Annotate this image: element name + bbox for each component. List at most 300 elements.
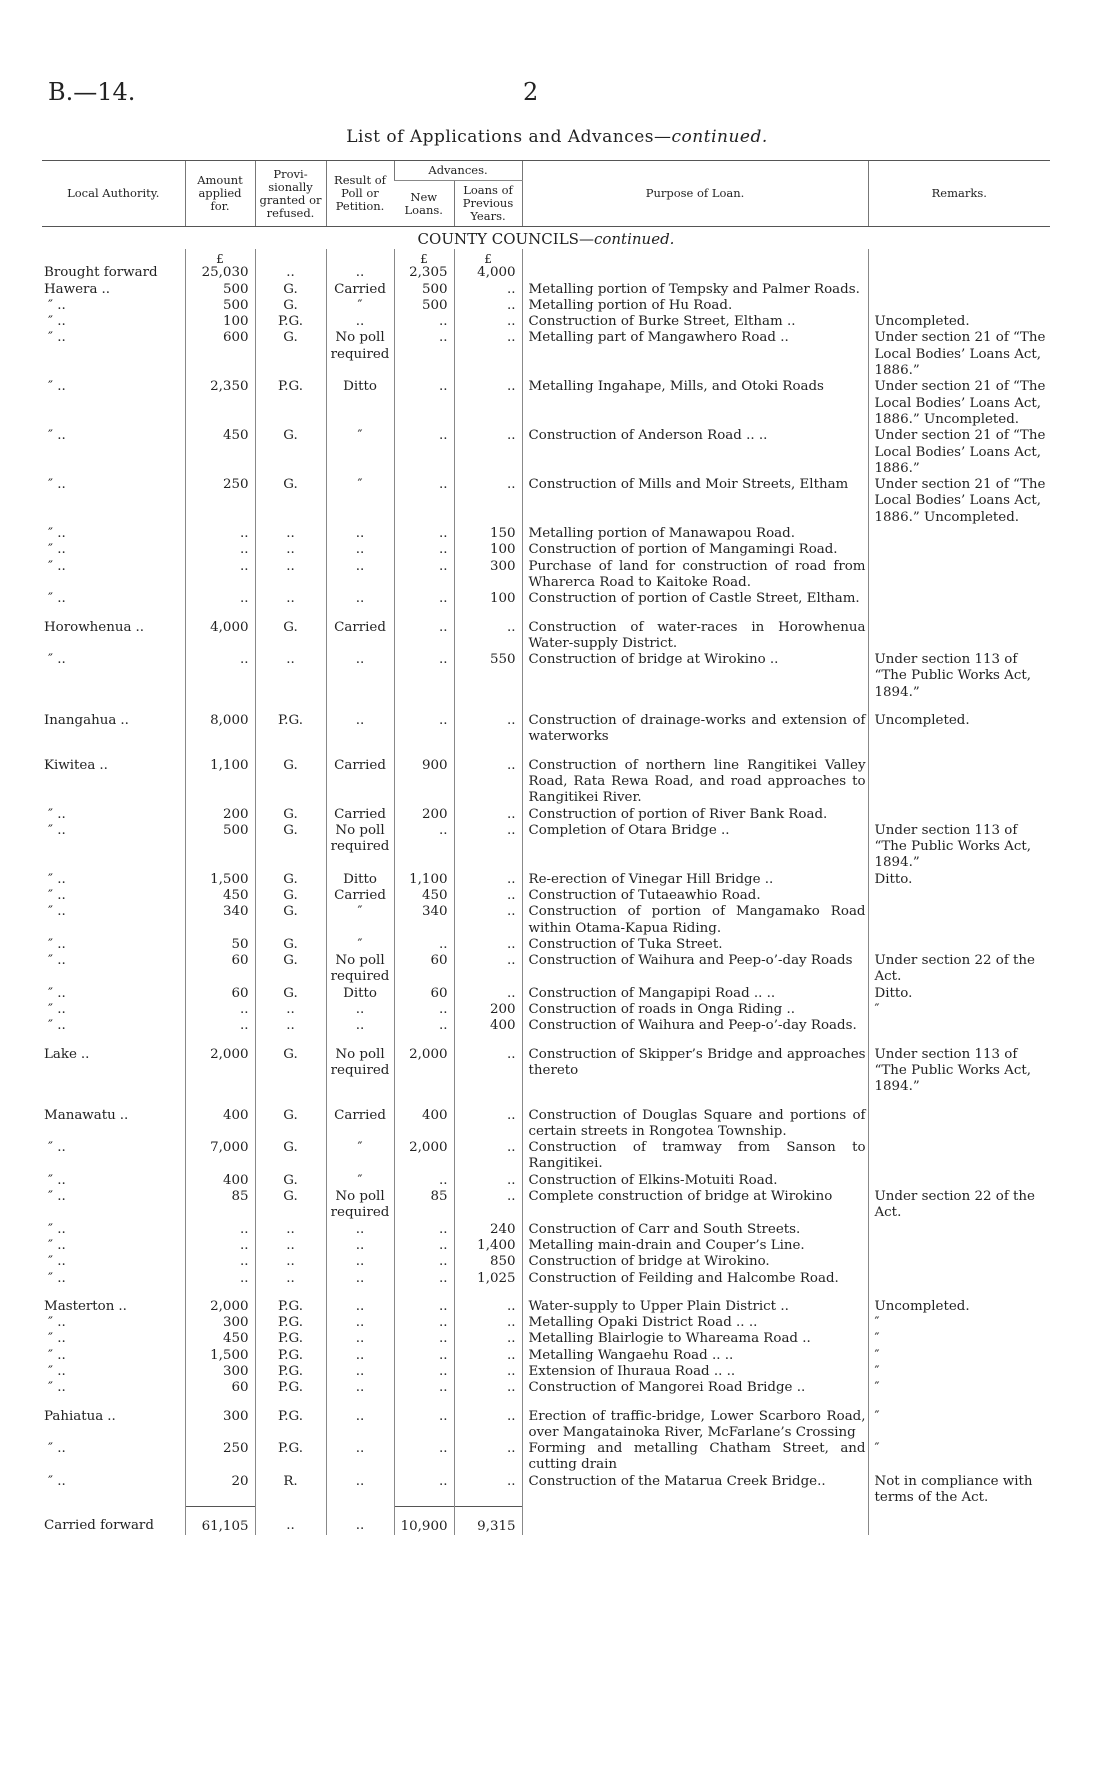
table-row <box>42 1271 1050 1287</box>
currency-empty <box>255 249 326 265</box>
authority-cell <box>42 282 185 298</box>
previous-loans-cell: .. <box>454 823 522 872</box>
remarks-cell: Under section 21 of “The Local Bodies’ Loans Act, 1886.” Uncompleted. <box>868 379 1050 428</box>
authority-cell <box>42 428 185 477</box>
group-spacer <box>42 1287 1050 1299</box>
new-loans-cell: .. <box>394 1380 454 1396</box>
spacer-cell <box>255 1035 326 1047</box>
table-row <box>42 904 1050 937</box>
table-row <box>42 1173 1050 1189</box>
spacer-cell <box>185 746 255 758</box>
brought-forward-prev: 4,000 <box>454 265 522 281</box>
authority-cell <box>42 542 185 558</box>
amount-cell: 340 <box>185 904 255 937</box>
spacer-cell <box>454 746 522 758</box>
result-cell: Carried <box>326 807 394 823</box>
authority-ditto: ″ .. <box>48 1441 66 1457</box>
authority-ditto: .. <box>119 1107 129 1123</box>
previous-loans-cell: .. <box>454 1315 522 1331</box>
spacer-cell <box>394 1035 454 1047</box>
previous-loans-cell: 240 <box>454 1222 522 1238</box>
previous-loans-cell: .. <box>454 379 522 428</box>
provisional-cell: P.G. <box>255 1299 326 1315</box>
authority-cell <box>42 1047 185 1096</box>
table-row <box>42 591 1050 607</box>
remarks-cell <box>868 937 1050 953</box>
purpose-cell: Construction of Mangapipi Road .. .. <box>522 986 868 1002</box>
provisional-cell: .. <box>255 1222 326 1238</box>
table-row <box>42 1140 1050 1173</box>
col-provisionally: Provi- sionally granted or refused. <box>255 161 326 227</box>
new-loans-cell: 900 <box>394 758 454 807</box>
table-caption <box>0 127 1114 147</box>
carried-forward-amount: 61,105 <box>185 1506 255 1535</box>
result-cell: ″ <box>326 428 394 477</box>
amount-cell: 85 <box>185 1189 255 1222</box>
purpose-cell: Construction of Tuka Street. <box>522 937 868 953</box>
new-loans-cell: .. <box>394 379 454 428</box>
spacer-cell <box>326 1096 394 1108</box>
new-loans-cell: .. <box>394 1173 454 1189</box>
purpose-cell: Erection of traffic-bridge, Lower Scarboro Road, over Mangatainoka River, McFarlane’s Crossing <box>522 1409 868 1442</box>
purpose-cell: Construction of Douglas Square and portions of certain streets in Rongotea Township. <box>522 1108 868 1141</box>
provisional-cell: G. <box>255 1047 326 1096</box>
result-cell: .. <box>326 713 394 746</box>
authority-cell <box>42 1238 185 1254</box>
purpose-cell: Construction of Elkins-Motuiti Road. <box>522 1173 868 1189</box>
carried-forward-label: Carried forward <box>44 1518 154 1534</box>
authority-cell <box>42 379 185 428</box>
table-row <box>42 330 1050 379</box>
currency-empty <box>42 249 185 265</box>
purpose-cell: Construction of tramway from Sanson to Rangitikei. <box>522 1140 868 1173</box>
brought-forward-amount: 25,030 <box>185 265 255 281</box>
currency-empty <box>868 249 1050 265</box>
spacer-cell <box>454 1096 522 1108</box>
group-spacer <box>42 701 1050 713</box>
amount-cell: 20 <box>185 1474 255 1507</box>
table-row <box>42 872 1050 888</box>
col-new-loans: New Loans. <box>394 181 454 227</box>
col-local-authority: Local Authority. <box>42 161 185 227</box>
previous-loans-cell: .. <box>454 713 522 746</box>
spacer-cell <box>326 1287 394 1299</box>
amount-cell: 100 <box>185 314 255 330</box>
authority-cell <box>42 1315 185 1331</box>
remarks-cell: Ditto. <box>868 872 1050 888</box>
spacer-cell <box>522 1035 868 1047</box>
carried-forward-new: 10,900 <box>394 1506 454 1535</box>
spacer-cell <box>394 608 454 620</box>
amount-cell: .. <box>185 652 255 701</box>
purpose-cell: Construction of Anderson Road .. .. <box>522 428 868 477</box>
result-cell: .. <box>326 1018 394 1034</box>
table-row <box>42 1380 1050 1396</box>
authority-cell <box>42 1271 185 1287</box>
amount-cell: .. <box>185 526 255 542</box>
table-row <box>42 713 1050 746</box>
remarks-cell <box>868 1140 1050 1173</box>
authority-ditto: ″ .. <box>48 904 66 920</box>
authority-cell <box>42 1409 185 1442</box>
authority-ditto: ″ .. <box>48 1347 66 1363</box>
provisional-cell: P.G. <box>255 713 326 746</box>
authority-cell <box>42 314 185 330</box>
remarks-cell: Under section 21 of “The Local Bodies’ Loans Act, 1886.” <box>868 330 1050 379</box>
result-cell: Carried <box>326 758 394 807</box>
col-result: Result of Poll or Petition. <box>326 161 394 227</box>
provisional-cell: G. <box>255 428 326 477</box>
previous-loans-cell: 400 <box>454 1018 522 1034</box>
result-cell: ″ <box>326 298 394 314</box>
provisional-cell: G. <box>255 298 326 314</box>
remarks-cell: Uncompleted. <box>868 314 1050 330</box>
spacer-cell <box>868 746 1050 758</box>
amount-cell: .. <box>185 1002 255 1018</box>
spacer-cell <box>868 1397 1050 1409</box>
table-row <box>42 559 1050 592</box>
brought-forward-label: Brought forward <box>44 265 158 281</box>
remarks-cell: ″ <box>868 1380 1050 1396</box>
authority-cell <box>42 807 185 823</box>
provisional-cell: G. <box>255 888 326 904</box>
authority-ditto: ″ .. <box>48 1331 66 1347</box>
spacer-cell <box>255 1397 326 1409</box>
remarks-cell: Under section 21 of “The Local Bodies’ Loans Act, 1886.” Uncompleted. <box>868 477 1050 526</box>
result-cell: .. <box>326 652 394 701</box>
brought-forward-row <box>42 265 1050 281</box>
section-heading <box>42 227 1050 250</box>
purpose-cell: Metalling Ingahape, Mills, and Otoki Roads <box>522 379 868 428</box>
purpose-cell: Construction of bridge at Wirokino .. <box>522 652 868 701</box>
purpose-cell: Construction of Burke Street, Eltham .. <box>522 314 868 330</box>
new-loans-cell: .. <box>394 1364 454 1380</box>
authority-name: Pahiatua <box>44 1408 104 1424</box>
provisional-cell: .. <box>255 1018 326 1034</box>
authority-ditto: .. <box>101 281 110 297</box>
previous-loans-cell: .. <box>454 282 522 298</box>
amount-cell: 50 <box>185 937 255 953</box>
carried-forward-result: .. <box>326 1506 394 1535</box>
table-row <box>42 986 1050 1002</box>
authority-ditto: ″ .. <box>48 314 66 330</box>
authority-name: Kiwitea <box>44 757 96 773</box>
new-loans-cell: .. <box>394 330 454 379</box>
previous-loans-cell: .. <box>454 807 522 823</box>
result-cell: .. <box>326 1441 394 1474</box>
table-row <box>42 937 1050 953</box>
caption-continued: continued. <box>671 127 768 147</box>
table-row <box>42 379 1050 428</box>
table-row <box>42 652 1050 701</box>
amount-cell: 450 <box>185 1331 255 1347</box>
spacer-cell <box>868 1035 1050 1047</box>
remarks-cell <box>868 1222 1050 1238</box>
previous-loans-cell: .. <box>454 1299 522 1315</box>
authority-cell <box>42 1140 185 1173</box>
result-cell: Ditto <box>326 872 394 888</box>
authority-cell <box>42 1254 185 1270</box>
provisional-cell: G. <box>255 1140 326 1173</box>
new-loans-cell: .. <box>394 559 454 592</box>
result-cell: Carried <box>326 282 394 298</box>
group-spacer <box>42 746 1050 758</box>
table-row <box>42 888 1050 904</box>
authority-ditto: ″ .. <box>48 1189 66 1205</box>
new-loans-cell: .. <box>394 1002 454 1018</box>
authority-name: Lake <box>44 1046 77 1062</box>
table-row <box>42 298 1050 314</box>
new-loans-cell: .. <box>394 1222 454 1238</box>
currency-row <box>42 249 1050 265</box>
carried-forward-remarks <box>868 1506 1050 1535</box>
spacer-cell <box>185 1096 255 1108</box>
authority-ditto: ″ .. <box>48 1364 66 1379</box>
provisional-cell: P.G. <box>255 379 326 428</box>
new-loans-cell: 2,000 <box>394 1140 454 1173</box>
authority-cell <box>42 937 185 953</box>
authority-ditto: ″ .. <box>48 428 66 444</box>
result-cell: Ditto <box>326 986 394 1002</box>
spacer-cell <box>185 1287 255 1299</box>
new-loans-cell: 450 <box>394 888 454 904</box>
previous-loans-cell: .. <box>454 904 522 937</box>
provisional-cell: .. <box>255 652 326 701</box>
purpose-cell: Metalling portion of Tempsky and Palmer Roads. <box>522 282 868 298</box>
purpose-cell: Metalling Opaki District Road .. .. <box>522 1315 868 1331</box>
provisional-cell: G. <box>255 1108 326 1141</box>
result-cell: .. <box>326 1409 394 1442</box>
purpose-cell: Construction of portion of River Bank Road. <box>522 807 868 823</box>
spacer-cell <box>42 1035 185 1047</box>
table-row <box>42 1315 1050 1331</box>
remarks-cell: Uncompleted. <box>868 1299 1050 1315</box>
purpose-cell: Construction of Tutaeawhio Road. <box>522 888 868 904</box>
amount-cell: 400 <box>185 1108 255 1141</box>
provisional-cell: G. <box>255 937 326 953</box>
previous-loans-cell: .. <box>454 986 522 1002</box>
amount-cell: 200 <box>185 807 255 823</box>
remarks-cell: ″ <box>868 1409 1050 1442</box>
provisional-cell: P.G. <box>255 1364 326 1380</box>
spacer-cell <box>522 701 868 713</box>
provisional-cell: .. <box>255 591 326 607</box>
table-row <box>42 1189 1050 1222</box>
new-loans-cell: .. <box>394 1409 454 1442</box>
authority-cell <box>42 713 185 746</box>
authority-name: Masterton <box>44 1298 115 1314</box>
purpose-cell: Construction of water-races in Horowhenua Water-supply District. <box>522 620 868 653</box>
amount-cell: 7,000 <box>185 1140 255 1173</box>
previous-loans-cell: .. <box>454 620 522 653</box>
provisional-cell: G. <box>255 904 326 937</box>
remarks-cell <box>868 591 1050 607</box>
carried-forward-row <box>42 1506 1050 1535</box>
new-loans-cell: .. <box>394 937 454 953</box>
remarks-cell: Not in compliance with terms of the Act. <box>868 1474 1050 1507</box>
currency-empty <box>326 249 394 265</box>
table-row <box>42 542 1050 558</box>
provisional-cell: R. <box>255 1474 326 1507</box>
table-row <box>42 1299 1050 1315</box>
authority-cell <box>42 823 185 872</box>
authority-cell <box>42 1348 185 1364</box>
table-row <box>42 1364 1050 1380</box>
remarks-cell <box>868 1254 1050 1270</box>
table-row <box>42 807 1050 823</box>
purpose-cell: Construction of roads in Onga Riding .. <box>522 1002 868 1018</box>
amount-cell: 2,350 <box>185 379 255 428</box>
remarks-cell <box>868 1018 1050 1034</box>
table-row <box>42 526 1050 542</box>
spacer-cell <box>255 608 326 620</box>
provisional-cell: .. <box>255 1238 326 1254</box>
provisional-cell: G. <box>255 282 326 298</box>
remarks-cell: Under section 22 of the Act. <box>868 1189 1050 1222</box>
provisional-cell: G. <box>255 620 326 653</box>
amount-cell: 450 <box>185 888 255 904</box>
purpose-cell: Construction of the Matarua Creek Bridge.. <box>522 1474 868 1507</box>
authority-cell <box>42 1474 185 1507</box>
currency-amount: £ <box>185 249 255 265</box>
section-heading-row <box>42 227 1050 250</box>
purpose-cell: Metalling main-drain and Couper’s Line. <box>522 1238 868 1254</box>
authority-cell <box>42 298 185 314</box>
remarks-cell <box>868 1238 1050 1254</box>
new-loans-cell: 200 <box>394 807 454 823</box>
amount-cell: 450 <box>185 428 255 477</box>
amount-cell: 8,000 <box>185 713 255 746</box>
spacer-cell <box>42 1397 185 1409</box>
authority-ditto: ″ .. <box>48 936 66 952</box>
previous-loans-cell: .. <box>454 888 522 904</box>
provisional-cell: .. <box>255 1271 326 1287</box>
authority-cell <box>42 758 185 807</box>
authority-cell <box>42 986 185 1002</box>
new-loans-cell: .. <box>394 591 454 607</box>
table-row <box>42 477 1050 526</box>
result-cell: .. <box>326 314 394 330</box>
new-loans-cell: .. <box>394 823 454 872</box>
authority-cell <box>42 1002 185 1018</box>
provisional-cell: G. <box>255 1173 326 1189</box>
authority-cell <box>42 1299 185 1315</box>
spacer-cell <box>454 1397 522 1409</box>
authority-ditto: ″ .. <box>48 591 66 607</box>
provisional-cell: .. <box>255 542 326 558</box>
amount-cell: 250 <box>185 1441 255 1474</box>
purpose-cell: Construction of Feilding and Halcombe Road. <box>522 1271 868 1287</box>
amount-cell: 300 <box>185 1364 255 1380</box>
purpose-cell: Construction of Waihura and Peep-o’-day Roads <box>522 953 868 986</box>
spacer-cell <box>42 1096 185 1108</box>
provisional-cell: .. <box>255 526 326 542</box>
result-cell: .. <box>326 1254 394 1270</box>
result-cell: No poll required <box>326 1047 394 1096</box>
table-row <box>42 1002 1050 1018</box>
result-cell: Ditto <box>326 379 394 428</box>
purpose-cell: Metalling Wangaehu Road .. .. <box>522 1348 868 1364</box>
authority-cell <box>42 591 185 607</box>
spacer-cell <box>326 1397 394 1409</box>
section-continued: continued. <box>593 230 675 248</box>
amount-cell: 2,000 <box>185 1047 255 1096</box>
purpose-cell: Construction of Mills and Moir Streets, Eltham <box>522 477 868 526</box>
spacer-cell <box>255 1287 326 1299</box>
previous-loans-cell: .. <box>454 1140 522 1173</box>
result-cell: .. <box>326 1222 394 1238</box>
amount-cell: 500 <box>185 823 255 872</box>
previous-loans-cell: 300 <box>454 559 522 592</box>
group-spacer <box>42 1096 1050 1108</box>
previous-loans-cell: 100 <box>454 542 522 558</box>
amount-cell: 60 <box>185 953 255 986</box>
result-cell: No poll required <box>326 330 394 379</box>
applications-table <box>42 160 1050 1535</box>
authority-cell <box>42 1018 185 1034</box>
authority-ditto: ″ .. <box>48 1473 66 1489</box>
purpose-cell: Construction of northern line Rangitikei Valley Road, Rata Rewa Road, and road approaches to Rangitikei River. <box>522 758 868 807</box>
purpose-cell: Metalling portion of Manawapou Road. <box>522 526 868 542</box>
amount-cell: 300 <box>185 1315 255 1331</box>
previous-loans-cell: .. <box>454 1348 522 1364</box>
spacer-cell <box>394 1287 454 1299</box>
remarks-cell: ″ <box>868 1441 1050 1474</box>
group-spacer <box>42 1397 1050 1409</box>
table-row <box>42 1474 1050 1507</box>
col-purpose: Purpose of Loan. <box>522 161 868 227</box>
authority-ditto: .. <box>135 619 144 635</box>
result-cell: .. <box>326 1331 394 1347</box>
new-loans-cell: .. <box>394 526 454 542</box>
previous-loans-cell: 1,025 <box>454 1271 522 1287</box>
new-loans-cell: .. <box>394 1441 454 1474</box>
previous-loans-cell: .. <box>454 872 522 888</box>
spacer-cell <box>868 701 1050 713</box>
amount-cell: 500 <box>185 282 255 298</box>
spacer-cell <box>522 746 868 758</box>
col-remarks: Remarks. <box>868 161 1050 227</box>
result-cell: .. <box>326 1364 394 1380</box>
authority-cell <box>42 1441 185 1474</box>
new-loans-cell: 1,100 <box>394 872 454 888</box>
previous-loans-cell: 550 <box>454 652 522 701</box>
spacer-cell <box>868 1096 1050 1108</box>
provisional-cell: G. <box>255 758 326 807</box>
remarks-cell: Under section 113 of “The Public Works Act, 1894.” <box>868 823 1050 872</box>
section-title: COUNTY COUNCILS— <box>417 230 594 248</box>
spacer-cell <box>868 608 1050 620</box>
provisional-cell: P.G. <box>255 1331 326 1347</box>
result-cell: ″ <box>326 1140 394 1173</box>
remarks-cell: Ditto. <box>868 986 1050 1002</box>
remarks-cell <box>868 1271 1050 1287</box>
previous-loans-cell: .. <box>454 758 522 807</box>
new-loans-cell: .. <box>394 1474 454 1507</box>
previous-loans-cell: .. <box>454 1409 522 1442</box>
spacer-cell <box>255 701 326 713</box>
previous-loans-cell: .. <box>454 1364 522 1380</box>
previous-loans-cell: .. <box>454 1441 522 1474</box>
new-loans-cell: .. <box>394 1018 454 1034</box>
spacer-cell <box>326 608 394 620</box>
authority-ditto: ″ .. <box>48 887 66 903</box>
provisional-cell: .. <box>255 1254 326 1270</box>
spacer-cell <box>868 1287 1050 1299</box>
spacer-cell <box>255 746 326 758</box>
purpose-cell: Re-erection of Vinegar Hill Bridge .. <box>522 872 868 888</box>
remarks-cell <box>868 526 1050 542</box>
